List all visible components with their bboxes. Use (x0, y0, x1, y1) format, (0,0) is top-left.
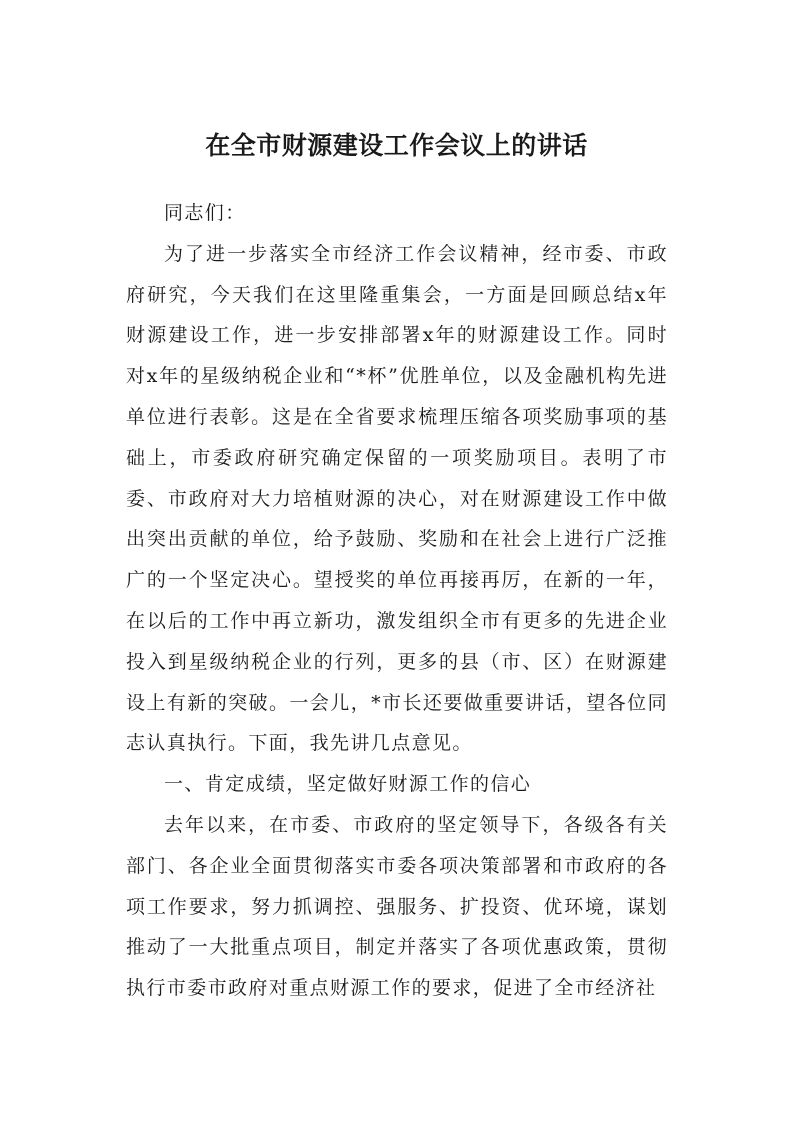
salutation: 同志们： (164, 202, 246, 224)
paragraph-section-one: 去年以来，在市委、市政府的坚定领导下，各级各有关部门、各企业全面贯彻落实市委各项决策部署和市政府的各项工作要求，努力抓调控、强服务、扩投资、优环境，谋划推动了一大批重点项目，制定并落实了各项优惠政策，贯彻执行市委市政府对重点财源工作的要求，促进了全市经济社 (126, 813, 668, 1000)
section-heading: 一、肯定成绩，坚定做好财源工作的信心 (164, 773, 532, 796)
document-title: 在全市财源建设工作会议上的讲话 (205, 131, 588, 160)
document-body (126, 193, 668, 1009)
paragraph-intro: 为了进一步落实全市经济工作会议精神，经市委、市政府研究，今天我们在这里隆重集会，一方面是回顾总结x年财源建设工作，进一步安排部署x年的财源建设工作。同时对x年的星级纳税企业和“*杯”优胜单位，以及金融机构先进单位进行表彰。这是在全省要求梳理压缩各项奖励事项的基础上，市委政府研究确定保留的一项奖励项目。表明了市委、市政府对大力培植财源的决心，对在财源建设工作中做出突出贡献的单位，给予鼓励、奖励和在社会上进行广泛推广的一个坚定决心。望授奖的单位再接再厉，在新的一年，在以后的工作中再立新功，激发组织全市有更多的先进企业投入到星级纳税企业的行列，更多的县（市、区）在财源建设上有新的突破。一会儿，*市长还要做重要讲话，望各位同志认真执行。下面，我先讲几点意见。 (126, 242, 668, 755)
